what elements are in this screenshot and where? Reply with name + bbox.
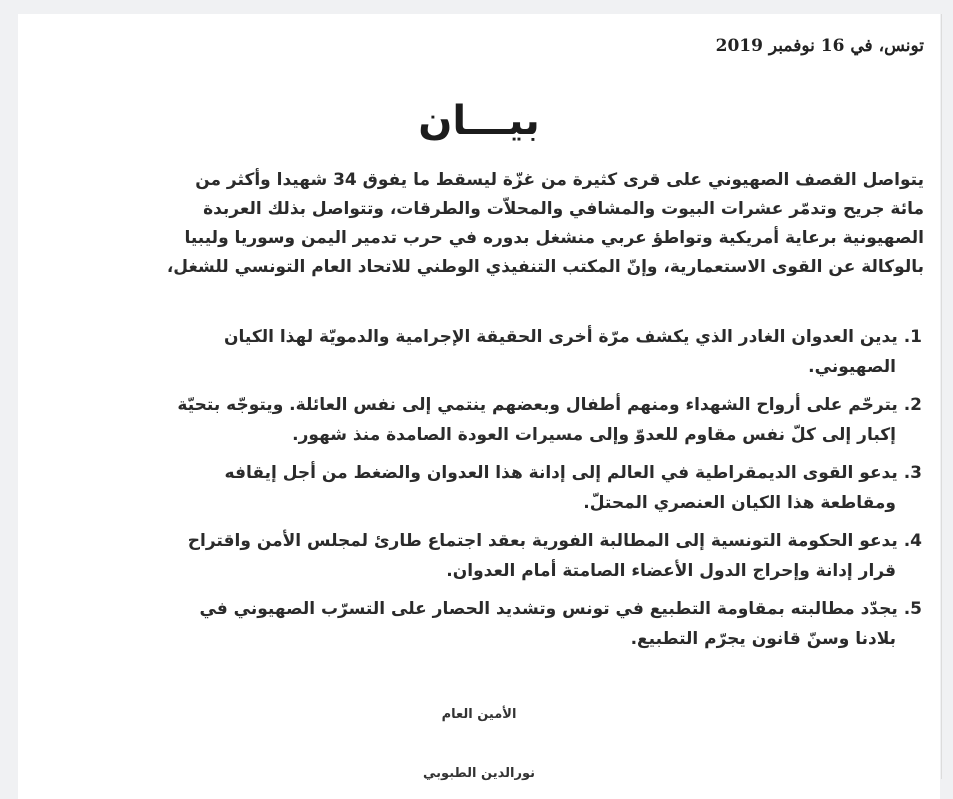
point-number: 1. <box>903 327 922 347</box>
point-number: 4. <box>903 531 922 551</box>
date-line: تونس، في 16 نوفمبر 2019 <box>715 36 924 56</box>
list-item <box>18 322 922 382</box>
point-text-continued: ومقاطعة هذا الكيان العنصري المحتلّ. <box>583 493 896 513</box>
list-item <box>18 594 922 654</box>
point-number: 3. <box>903 463 922 483</box>
point-text-continued: قرار إدانة وإحراج الدول الأعضاء الصامتة أمام العدوان. <box>446 561 896 581</box>
point-text: يدعو القوى الديمقراطية في العالم إلى إدانة هذا العدوان والضغط من أجل إيقافه <box>224 463 898 483</box>
list-item <box>18 458 922 518</box>
point-text-continued: إكبار إلى كلّ نفس مقاوم للعدوّ وإلى مسيرات العودة الصامدة منذ شهور. <box>292 425 896 445</box>
document-page <box>18 14 940 799</box>
intro-line: الصهيونية برعاية أمريكية وتواطؤ عربي منشغل بدوره في حرب تدمير اليمن وسوريا وليبيا <box>184 228 924 248</box>
point-text: يدين العدوان الغادر الذي يكشف مرّة أخرى الحقيقة الإجرامية والدمويّة لهذا الكيان <box>223 327 898 347</box>
signature-name: نورالدين الطبوبي <box>423 766 535 781</box>
intro-paragraph <box>18 166 924 282</box>
list-item <box>18 526 922 586</box>
point-number: 5. <box>903 599 922 619</box>
signature-title: الأمين العام <box>441 707 517 722</box>
point-text: يدعو الحكومة التونسية إلى المطالبة الفورية بعقد اجتماع طارئ لمجلس الأمن واقتراح <box>187 531 898 551</box>
points-list <box>18 322 922 662</box>
intro-line: مائة جريح وتدمّر عشرات البيوت والمشافي والمحلاّت والطرقات، وتتواصل بذلك العربدة <box>203 199 924 219</box>
page-border <box>941 14 942 779</box>
point-text-continued: الصهيوني. <box>808 357 896 377</box>
point-text-continued: بلادنا وسنّ قانون يجرّم التطبيع. <box>630 629 896 649</box>
intro-line: بالوكالة عن القوى الاستعمارية، وإنّ المكتب التنفيذي الوطني للاتحاد العام التونسي للشغل، <box>166 257 924 277</box>
document-title: بيـــان <box>418 98 540 144</box>
intro-line: يتواصل القصف الصهيوني على قرى كثيرة من غزّة ليسقط ما يفوق 34 شهيدا وأكثر من <box>195 170 924 190</box>
list-item <box>18 390 922 450</box>
point-number: 2. <box>903 395 922 415</box>
point-text: يترحّم على أرواح الشهداء ومنهم أطفال وبعضهم ينتمي إلى نفس العائلة. ويتوجّه بتحيّة <box>177 395 898 415</box>
point-text: يجدّد مطالبته بمقاومة التطبيع في تونس وتشديد الحصار على التسرّب الصهيوني في <box>199 599 898 619</box>
